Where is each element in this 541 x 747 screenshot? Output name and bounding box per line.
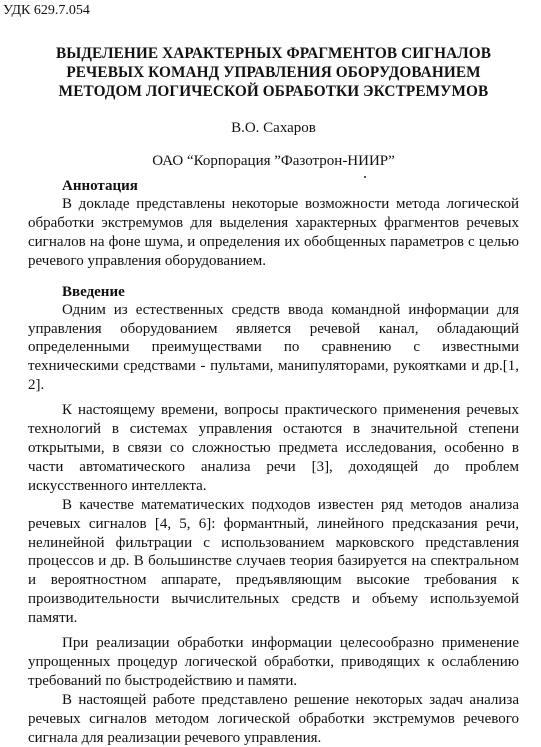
title-line: МЕТОДОМ ЛОГИЧЕСКОЙ ОБРАБОТКИ ЭКСТРЕМУМОВ	[58, 83, 489, 100]
intro-paragraph: Одним из естественных средств ввода командной информации для управления оборудованием является речевой канал, обладающий определенными преимуществами по сравнению с известными техническими средствами - пультами, манипуляторами, рукоятками и др.[1, 2].	[28, 301, 519, 394]
udk-code: УДК 629.7.054	[3, 3, 90, 18]
intro-paragraph: К настоящему времени, вопросы практического применения речевых технологий в системах управления остаются в значительной степени открытыми, в связи со сложностью предмета исследования, особенно в части автоматического анализа речи [3], доходящей до проблем искусственного интеллекта.	[28, 402, 519, 494]
intro-paragraph: В настоящей работе представлено решение некоторых задач анализа речевых сигналов методом логической обработки экстремумов речевого сигнала для реализации речевого управления.	[28, 691, 519, 746]
abstract-text: В докладе представлены некоторые возможности метода логической обработки экстремумов для выделения характерных фрагментов речевых сигналов на фоне шума, и определения их обобщенных параметров с целью речевого управления оборудованием.	[28, 196, 519, 269]
abstract-heading: Аннотация	[62, 178, 138, 194]
title-line: РЕЧЕВЫХ КОМАНД УПРАВЛЕНИЯ ОБОРУДОВАНИЕМ	[66, 64, 481, 81]
intro-paragraph: В качестве математических подходов известен ряд методов анализа речевых сигналов [4, 5, 6]: формантный, линейного предсказания речи, нелинейной фильтрации с использованием марковского представления процессов и др. В большинстве случаев теория базируется на спектральном и вероятностном аппарате, предъявляющим высокие требования к производительности вычислительных средств и объему используемой памяти.	[28, 496, 519, 627]
intro-paragraph: При реализации обработки информации целесообразно применение упрощенных процедур логической обработки, приводящих к ослаблению требований по быстродействию и памяти.	[28, 635, 519, 689]
paper-title	[28, 44, 519, 101]
organization: ОАО “Корпорация ”Фазотрон-НИИР”	[152, 153, 395, 169]
title-line: ВЫДЕЛЕНИЕ ХАРАКТЕРНЫХ ФРАГМЕНТОВ СИГНАЛОВ	[55, 45, 492, 62]
speck-mark	[364, 176, 366, 178]
introduction-heading: Введение	[62, 283, 125, 300]
author-name: В.О. Сахаров	[231, 120, 316, 136]
